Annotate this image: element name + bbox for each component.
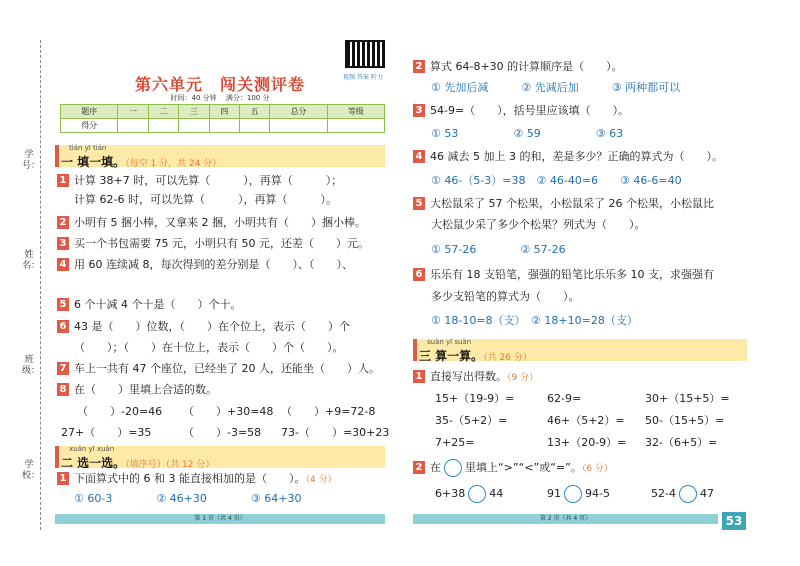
question-number: 2 [413,60,425,73]
compare-left: 52-4 [651,487,676,500]
question-number: 5 [413,197,425,210]
calc-expr: 15+（19-9）= [435,392,515,405]
compare-left: 91 [547,487,561,500]
time-limit: 时间：40 分钟 [170,94,217,102]
question-text: 用 60 连续减 8，每次得到的差分别是（ ）、（ ）、 [74,258,353,271]
calc-expr: 62-9= [547,392,582,405]
question-number: 4 [413,150,425,163]
exam-meta [55,93,385,103]
question-text: 计算 38+7 时，可以先算（ ），再算（ ）； [74,174,343,187]
question-number: 5 [57,298,69,311]
score-table-row [61,119,385,133]
calc-expr: 30+（15+5）= [645,392,730,405]
score-cell[interactable] [209,119,239,133]
section-name: 一 填一填。 [61,155,126,169]
score-header-cell: 等级 [327,105,384,119]
score-cell[interactable] [118,119,148,133]
question-1-1 [57,174,342,188]
school-label: 学校： [22,460,41,481]
calc-expr: 35-（5+2）= [435,414,508,427]
question-number: 8 [57,383,69,396]
question-2-5-line2: 大松鼠少采了多少个松果？列式为（ ）。 [431,218,646,231]
compare-item [435,484,503,504]
score-cell[interactable] [179,119,209,133]
question-2-6-line2: 多少支铅笔的算式为（ ）。 [431,290,580,303]
question-1-1-line2: 计算 62-6 时，可以先算（ ），再算（ ）。 [74,193,337,206]
section-score: （每空 1 分，共 24 分） [125,159,222,169]
question-2-1 [57,472,337,487]
question-text: 买一个书包需要 75 元，小明只有 50 元，还差（ ）元。 [74,237,369,250]
question-number: 3 [57,237,69,250]
score-table-header [61,105,385,119]
question-2-1-options[interactable]: ① 60-3 ② 46+30 ③ 64+30 [74,492,302,505]
page-footer-left: 第 1 页（共 4 页） [55,514,385,524]
score-cell[interactable] [327,119,384,133]
question-text: 乐乐有 18 支铅笔，强强的铅笔比乐乐多 10 支，求强强有 [430,268,714,281]
question-number: 6 [413,268,425,281]
binding-strip [0,0,52,566]
student-number-label: 学号： [22,150,41,171]
compare-answer-circle[interactable] [564,485,582,503]
compare-answer-circle[interactable] [679,485,697,503]
question-2-5 [413,197,714,211]
right-page [413,0,747,566]
question-2-3-options[interactable]: ① 53 ② 59 ③ 63 [431,127,624,140]
score-cell[interactable] [239,119,269,133]
section-title [61,153,221,170]
question-1-4 [57,258,353,272]
score-header-cell: 五 [239,105,269,119]
section-name: 二 选一选。 [61,456,126,470]
question-number: 2 [413,461,425,474]
full-score: 满分：100 分 [225,94,270,102]
question-text: 下面算式中的 6 和 3 能直接相加的是（ ）。 [74,472,306,485]
question-score: （4 分） [305,475,337,485]
question-text: 直接写出得数。 [430,370,507,383]
question-3-1 [413,370,538,385]
question-1-6-line2: （ ）；（ ）在十位上，表示（ ）个（ ）。 [74,341,344,354]
question-text: 46 减去 5 加上 3 的和，差是多少？正确的算式为（ ）。 [430,150,723,163]
question-text: 大松鼠采了 57 个松果，小松鼠采了 26 个松果，小松鼠比 [430,197,714,210]
section-name: 三 算一算。 [419,349,484,363]
question-2-3 [413,104,629,118]
score-cell[interactable] [270,119,327,133]
section-fill-blank-header [55,145,385,167]
fill-expr: （ ）-20=46 [77,405,163,418]
calc-expr: 50-（15+5）= [645,414,725,427]
calc-expr: 7+25= [435,436,475,449]
score-header-cell: 题序 [61,105,118,119]
compare-item [547,484,610,504]
section-score: （填序号）（共 12 分） [125,460,215,470]
fill-expr: 73-（ ）=30+23 [281,426,390,439]
score-header-cell: 四 [209,105,239,119]
compare-right: 44 [489,487,504,500]
qr-code-icon[interactable] [345,40,385,68]
question-text: 车上一共有 47 个座位，已经坐了 20 人，还能坐（ ）人。 [74,362,380,375]
cut-line [40,40,41,530]
class-label: 班级： [22,355,41,376]
qr-caption: 视频 答案 听力 [343,74,383,81]
question-number: 1 [413,370,425,383]
question-1-7 [57,362,380,376]
section-title [61,454,214,471]
section-score: （共 26 分） [483,353,532,363]
question-1-6 [57,320,350,334]
compare-item [651,484,714,504]
question-number: 3 [413,104,425,117]
question-1-2 [57,216,366,230]
question-2-6-options[interactable]: ① 18-10=8（支） ② 18+10=28（支） [431,314,638,327]
question-2-2-options[interactable]: ① 先加后减 ② 先减后加 ③ 两种都可以 [431,81,681,94]
compare-left: 6+38 [435,487,466,500]
question-text: 算式 64-8+30 的计算顺序是（ ）。 [430,60,623,73]
compare-answer-circle[interactable] [468,485,486,503]
question-text: 小明有 5 捆小棒，又拿来 2 捆，小明共有（ ）捆小棒。 [74,216,366,229]
question-number: 2 [57,216,69,229]
score-header-cell: 总分 [270,105,327,119]
fill-expr: （ ）-3=58 [183,426,262,439]
question-2-6 [413,268,714,282]
question-2-4-options[interactable]: ① 46-（5-3）=38 ② 46-40=6 ③ 46-6=40 [431,174,682,187]
score-header-cell: 一 [118,105,148,119]
section-pinyin: xuǎn yī xuǎn [69,445,115,453]
question-text: 在（ ）里填上合适的数。 [74,383,217,396]
question-1-3 [57,237,369,251]
question-text: 里填上“>”“<”或“=”。 [465,461,582,474]
calc-expr: 32-（6+5）= [645,436,718,449]
question-number: 6 [57,320,69,333]
question-2-5-options[interactable]: ① 57-26 ② 57-26 [431,243,566,256]
question-1-8 [57,383,217,397]
score-header-cell: 三 [179,105,209,119]
calc-expr: 13+（20-9）= [547,436,627,449]
question-2-2 [413,60,623,74]
page-title: 第六单元 闯关测评卷 [134,75,305,94]
score-table [60,104,385,133]
question-score: （6 分） [581,464,613,474]
question-1-5 [57,298,242,312]
question-text: 6 个十减 4 个十是（ ）个十。 [74,298,242,311]
section-pinyin: tián yī tián [69,144,107,152]
score-header-cell: 二 [148,105,178,119]
question-2-4 [413,150,723,164]
compare-circle-icon [444,459,462,477]
question-number: 1 [57,174,69,187]
section-pinyin: suàn yī suàn [427,338,472,346]
page-number-badge: 53 [722,512,746,530]
calc-expr: 46+（5+2）= [547,414,625,427]
question-text: 43 是（ ）位数，（ ）在个位上，表示（ ）个 [74,320,350,333]
question-3-2 [413,458,613,479]
question-text: 在 [430,461,441,474]
question-number: 7 [57,362,69,375]
fill-expr: （ ）+9=72-8 [281,405,376,418]
section-calculate-header [413,339,747,361]
question-text: 54-9=（ ），括号里应该填（ ）。 [430,104,630,117]
score-row-label: 得分 [61,119,118,133]
left-page [55,0,390,566]
question-number: 4 [57,258,69,271]
question-score: （9 分） [507,373,539,383]
compare-right: 47 [699,487,714,500]
question-number: 1 [57,472,69,485]
compare-right: 94-5 [585,487,610,500]
student-name-label: 姓名： [22,250,41,271]
fill-expr: 27+（ ）=35 [61,426,152,439]
section-title [419,347,532,364]
fill-expr: （ ）+30=48 [183,405,274,418]
score-cell[interactable] [148,119,178,133]
page-footer-right: 第 2 页（共 4 页） [413,514,718,524]
section-choose-header [55,446,385,468]
